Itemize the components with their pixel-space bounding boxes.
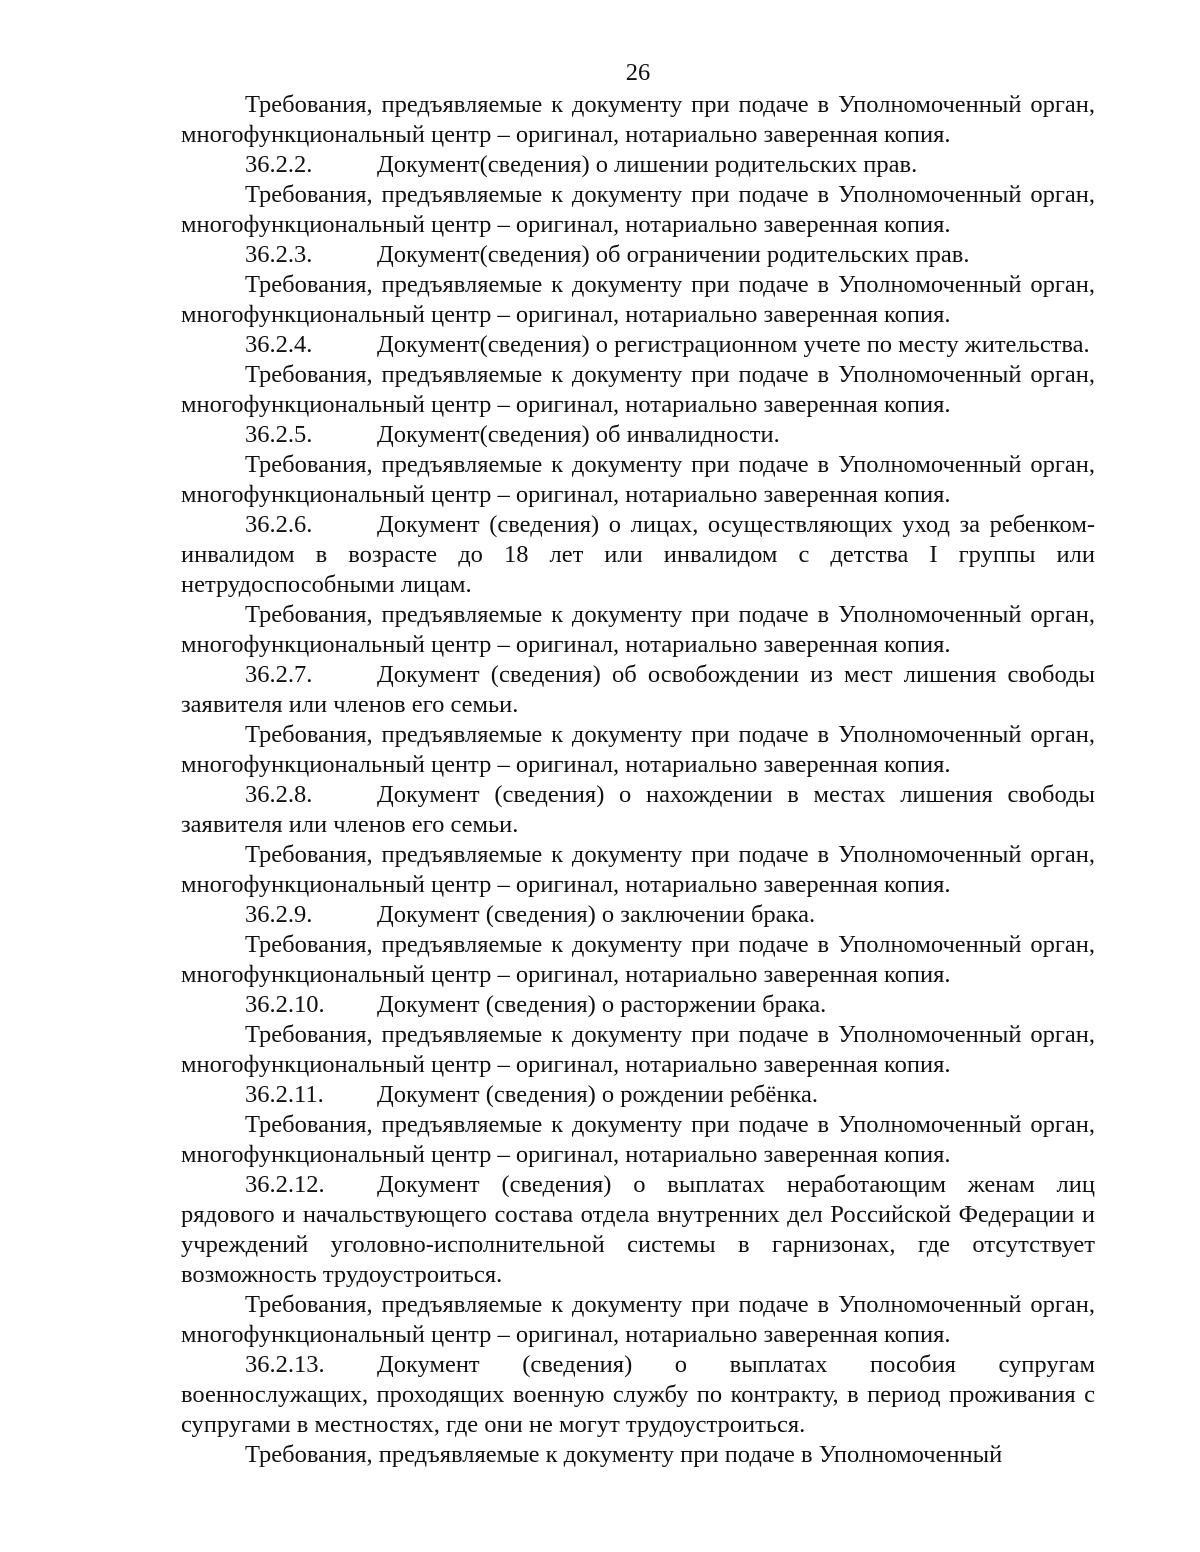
document-page: [181, 58, 1095, 1470]
item-paragraph: [181, 780, 1095, 840]
item-paragraph: [181, 420, 1095, 450]
item-text: Документ (сведения) о лицах, осуществляющих уход за ребенком-инвалидом в возрасте до 18 лет или инвалидом с детства I группы или нетрудоспособными лицам.: [181, 511, 1095, 598]
item-paragraph: [181, 150, 1095, 180]
item-number: 36.2.7.: [245, 661, 313, 688]
item-36-2-7: [181, 660, 1095, 780]
item-paragraph: [181, 240, 1095, 270]
item-text: Документ(сведения) об ограничении родительских прав.: [377, 241, 970, 268]
item-number: 36.2.10.: [245, 991, 325, 1018]
item-number: 36.2.11.: [245, 1081, 324, 1108]
page-number: 26: [625, 59, 651, 86]
item-paragraph: [181, 330, 1095, 360]
item-36-2-13: [181, 1350, 1095, 1440]
item-number: 36.2.13.: [245, 1351, 325, 1378]
requirement-paragraph: Требования, предъявляемые к документу при подаче в Уполномоченный орган, многофункциональный центр – оригинал, нотариально заверенная копия.: [181, 601, 1095, 658]
requirement-paragraph: Требования, предъявляемые к документу при подаче в Уполномоченный орган, многофункциональный центр – оригинал, нотариально заверенная копия.: [181, 1291, 1095, 1348]
item-text: Документ(сведения) об инвалидности.: [377, 421, 780, 448]
item-36-2-11: [181, 1080, 1095, 1170]
item-36-2-12: [181, 1170, 1095, 1350]
item-paragraph: [181, 900, 1095, 930]
item-number: 36.2.6.: [245, 511, 313, 538]
requirement-paragraph: Требования, предъявляемые к документу при подаче в Уполномоченный орган, многофункциональный центр – оригинал, нотариально заверенная копия.: [181, 1021, 1095, 1078]
requirement-paragraph: Требования, предъявляемые к документу при подаче в Уполномоченный орган, многофункциональный центр – оригинал, нотариально заверенная копия.: [181, 451, 1095, 508]
item-text: Документ(сведения) о регистрационном учете по месту жительства.: [377, 331, 1090, 358]
requirement-paragraph: Требования, предъявляемые к документу при подаче в Уполномоченный орган, многофункциональный центр – оригинал, нотариально заверенная копия.: [181, 841, 1095, 898]
item-number: 36.2.12.: [245, 1171, 325, 1198]
item-number: 36.2.5.: [245, 421, 313, 448]
final-requirement-paragraph: Требования, предъявляемые к документу при подаче в Уполномоченный: [245, 1441, 1003, 1468]
item-number: 36.2.3.: [245, 241, 313, 268]
item-number: 36.2.8.: [245, 781, 313, 808]
item-paragraph: [181, 1170, 1095, 1290]
requirement-paragraph: Требования, предъявляемые к документу при подаче в Уполномоченный орган, многофункциональный центр – оригинал, нотариально заверенная копия.: [181, 721, 1095, 778]
item-text: Документ (сведения) о расторжении брака.: [377, 991, 827, 1018]
item-number: 36.2.2.: [245, 151, 313, 178]
item-number: 36.2.9.: [245, 901, 313, 928]
requirement-paragraph: Требования, предъявляемые к документу при подаче в Уполномоченный орган, многофункциональный центр – оригинал, нотариально заверенная копия.: [181, 361, 1095, 418]
item-paragraph: [181, 1080, 1095, 1110]
item-paragraph: [181, 990, 1095, 1020]
item-36-2-8: [181, 780, 1095, 900]
item-36-2-4: [181, 330, 1095, 420]
item-paragraph: [181, 660, 1095, 720]
requirement-paragraph: Требования, предъявляемые к документу при подаче в Уполномоченный орган, многофункциональный центр – оригинал, нотариально заверенная копия.: [181, 271, 1095, 328]
item-paragraph: [181, 510, 1095, 600]
item-36-2-2: [181, 150, 1095, 240]
item-text: Документ (сведения) об освобождении из мест лишения свободы заявителя или членов его семьи.: [181, 661, 1095, 718]
item-text: Документ (сведения) о рождении ребёнка.: [377, 1081, 818, 1108]
item-text: Документ (сведения) о выплатах неработающим женам лиц рядового и начальствующего состава отдела внутренних дел Российской Федерации и учреждений уголовно-исполнительной системы в гарнизонах, где отсутствует возможность трудоустроиться.: [181, 1171, 1095, 1288]
item-text: Документ (сведения) о нахождении в местах лишения свободы заявителя или членов его семьи.: [181, 781, 1095, 838]
item-36-2-5: [181, 420, 1095, 510]
item-text: Документ (сведения) о заключении брака.: [377, 901, 816, 928]
requirement-paragraph: Требования, предъявляемые к документу при подаче в Уполномоченный орган, многофункциональный центр – оригинал, нотариально заверенная копия.: [181, 91, 1095, 148]
item-paragraph: [181, 1350, 1095, 1440]
item-36-2-10: [181, 990, 1095, 1080]
requirement-paragraph: Требования, предъявляемые к документу при подаче в Уполномоченный орган, многофункциональный центр – оригинал, нотариально заверенная копия.: [181, 1111, 1095, 1168]
item-number: 36.2.4.: [245, 331, 313, 358]
item-36-2-3: [181, 240, 1095, 330]
item-text: Документ (сведения) о выплатах пособия супругам военнослужащих, проходящих военную службу по контракту, в период проживания с супругами в местностях, где они не могут трудоустроиться.: [181, 1351, 1095, 1438]
item-text: Документ(сведения) о лишении родительских прав.: [377, 151, 918, 178]
item-36-2-6: [181, 510, 1095, 660]
item-36-2-9: [181, 900, 1095, 990]
requirement-paragraph: Требования, предъявляемые к документу при подаче в Уполномоченный орган, многофункциональный центр – оригинал, нотариально заверенная копия.: [181, 181, 1095, 238]
requirement-paragraph: Требования, предъявляемые к документу при подаче в Уполномоченный орган, многофункциональный центр – оригинал, нотариально заверенная копия.: [181, 931, 1095, 988]
